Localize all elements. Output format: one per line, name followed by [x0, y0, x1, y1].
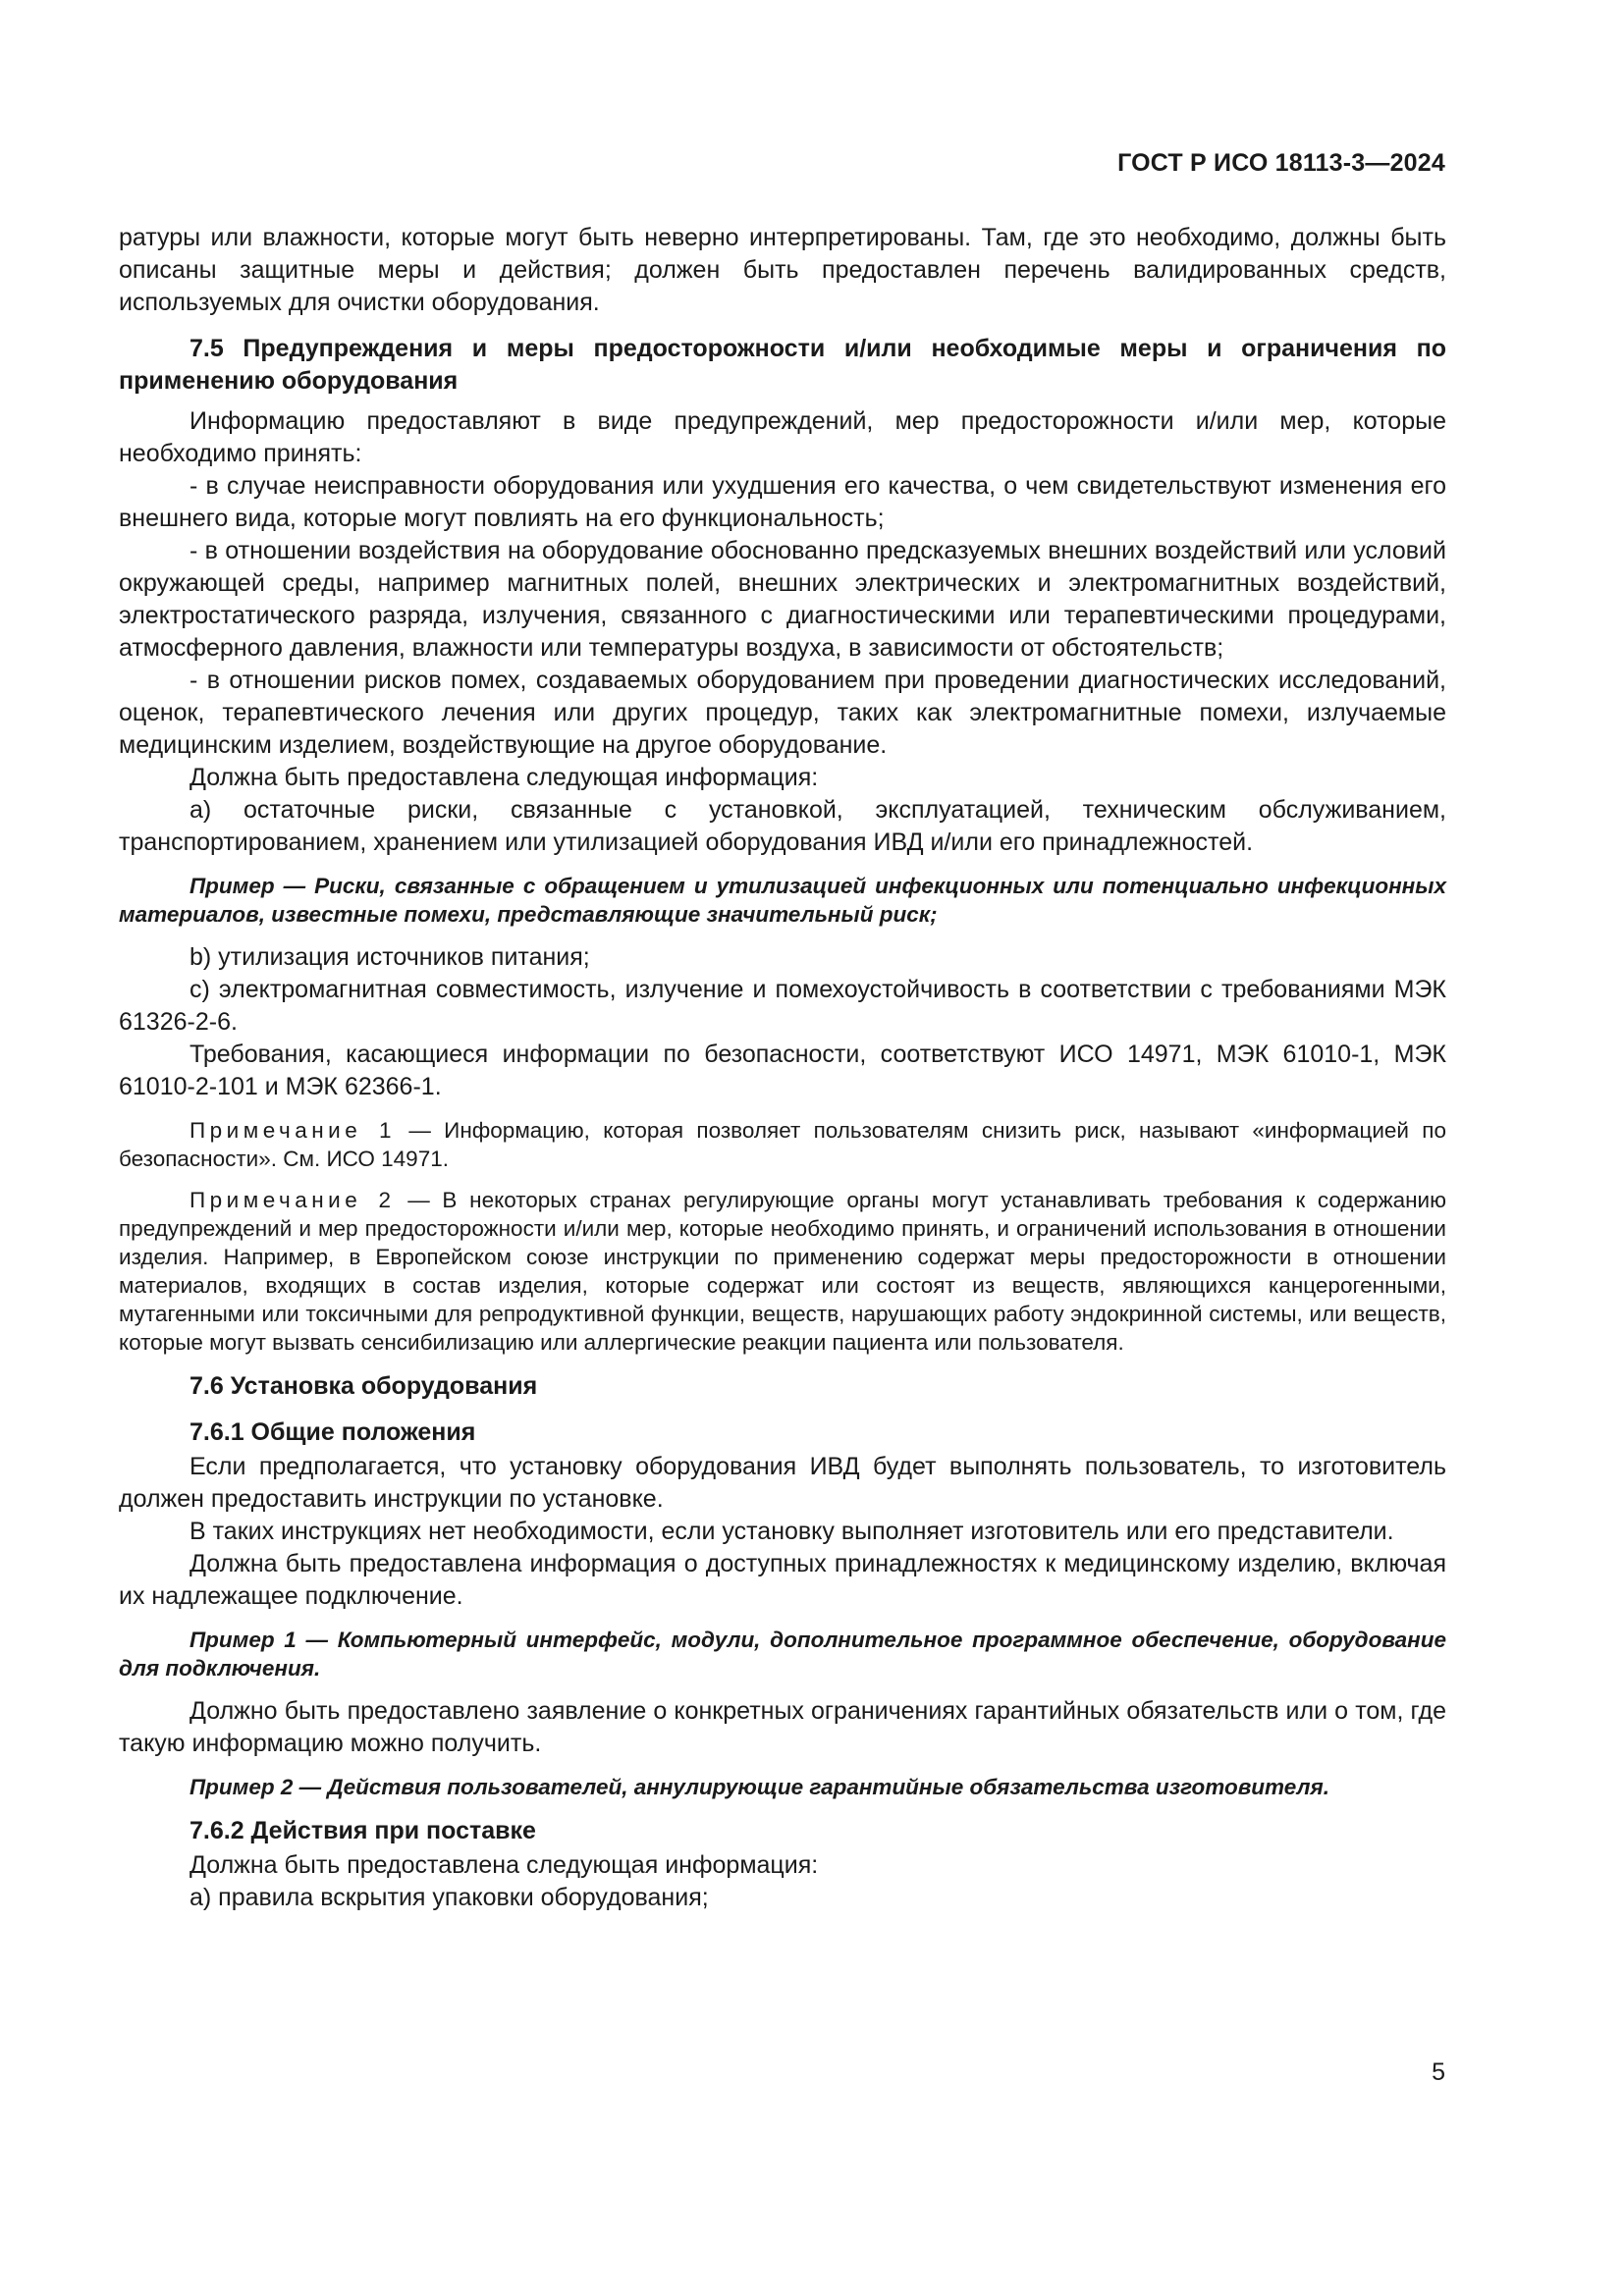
section-heading-7-6: 7.6 Установка оборудования — [189, 1372, 538, 1400]
list-item: a) остаточные риски, связанные с установкой, эксплуатацией, техническим обслуживанием, транспортированием, хранением или утилизацией оборудования ИВД и/или его принадлежностей. — [119, 796, 1446, 856]
paragraph: Информацию предоставляют в виде предупреждений, мер предосторожности и/или мер, которые необходимо принять: — [119, 407, 1446, 467]
list-item: c) электромагнитная совместимость, излучение и помехоустойчивость в соответствии с требованиями МЭК 61326-2-6. — [119, 976, 1446, 1036]
document-id-header: ГОСТ Р ИСО 18113-3—2024 — [1117, 149, 1445, 177]
section-heading-7-6-1: 7.6.1 Общие положения — [189, 1418, 476, 1446]
paragraph: Должна быть предоставлена следующая информация: — [189, 764, 819, 791]
paragraph-intro: ратуры или влажности, которые могут быть неверно интерпретированы. Там, где это необходимо, должны быть описаны защитные меры и действия; должен быть предоставлен перечень валидированных средств, используемых для очистки оборудования. — [119, 224, 1446, 316]
example-text: Пример 2 — Действия пользователей, аннулирующие гарантийные обязательства изготовителя. — [189, 1775, 1330, 1799]
example-text: Пример — Риски, связанные с обращением и утилизацией инфекционных или потенциально инфекционных материалов, известные помехи, представляющие значительный риск; — [119, 874, 1446, 927]
paragraph: Должно быть предоставлено заявление о конкретных ограничениях гарантийных обязательств или о том, где такую информацию можно получить. — [119, 1697, 1446, 1757]
paragraph: Должна быть предоставлена информация о доступных принадлежностях к медицинскому изделию, включая их надлежащее подключение. — [119, 1550, 1446, 1610]
list-item: - в отношении рисков помех, создаваемых оборудованием при проведении диагностических исследований, оценок, терапевтического лечения или других процедур, таких как электромагнитные помехи, излучаемые медицинским изделием, воздействующие на другое оборудование. — [119, 667, 1446, 759]
note-2 — [119, 1186, 1446, 1357]
paragraph: Требования, касающиеся информации по безопасности, соответствуют ИСО 14971, МЭК 61010-1, МЭК 61010-2-101 и МЭК 62366-1. — [119, 1041, 1446, 1100]
list-item: b) утилизация источников питания; — [189, 943, 590, 971]
example-text: Пример 1 — Компьютерный интерфейс, модули, дополнительное программное обеспечение, оборудование для подключения. — [119, 1628, 1446, 1681]
list-item: a) правила вскрытия упаковки оборудования; — [189, 1884, 709, 1911]
document-body — [119, 222, 1446, 1914]
section-heading-7-6-2: 7.6.2 Действия при поставке — [189, 1817, 536, 1844]
paragraph: Должна быть предоставлена следующая информация: — [189, 1851, 819, 1879]
page-number: 5 — [1432, 2058, 1445, 2086]
section-heading-7-5: 7.5 Предупреждения и меры предосторожности и/или необходимые меры и ограничения по применению оборудования — [119, 335, 1446, 395]
note-text: — Информацию, которая позволяет пользователям снизить риск, называют «информацией по безопасности». См. ИСО 14971. — [119, 1118, 1446, 1171]
note-1 — [119, 1116, 1446, 1173]
list-item: - в отношении воздействия на оборудование обоснованно предсказуемых внешних воздействий или условий окружающей среды, например магнитных полей, внешних электрических и электромагнитных воздействий, электростатического разряда, излучения, связанного с диагностическими или терапевтическими процедурами, атмосферного давления, влажности или температуры воздуха, в зависимости от обстоятельств; — [119, 537, 1446, 662]
note-label: Примечание 1 — [189, 1118, 397, 1143]
paragraph: В таких инструкциях нет необходимости, если установку выполняет изготовитель или его представители. — [189, 1518, 1394, 1545]
note-label: Примечание 2 — [189, 1188, 396, 1212]
note-text: — В некоторых странах регулирующие органы могут устанавливать требования к содержанию предупреждений и мер предосторожности и/или мер, которые необходимо принять, и ограничений использования в отношении изделия. Например, в Европейском союзе инструкции по применению содержат меры предосторожности в отношении материалов, входящих в состав изделия, которые содержат или состоят из веществ, являющихся канцерогенными, мутагенными или токсичными для репродуктивной функции, веществ, нарушающих работу эндокринной системы, или веществ, которые могут вызвать сенсибилизацию или аллергические реакции пациента или пользователя. — [119, 1188, 1446, 1355]
list-item: - в случае неисправности оборудования или ухудшения его качества, о чем свидетельствуют изменения его внешнего вида, которые могут повлиять на его функциональность; — [119, 472, 1446, 532]
paragraph: Если предполагается, что установку оборудования ИВД будет выполнять пользователь, то изготовитель должен предоставить инструкции по установке. — [119, 1453, 1446, 1513]
